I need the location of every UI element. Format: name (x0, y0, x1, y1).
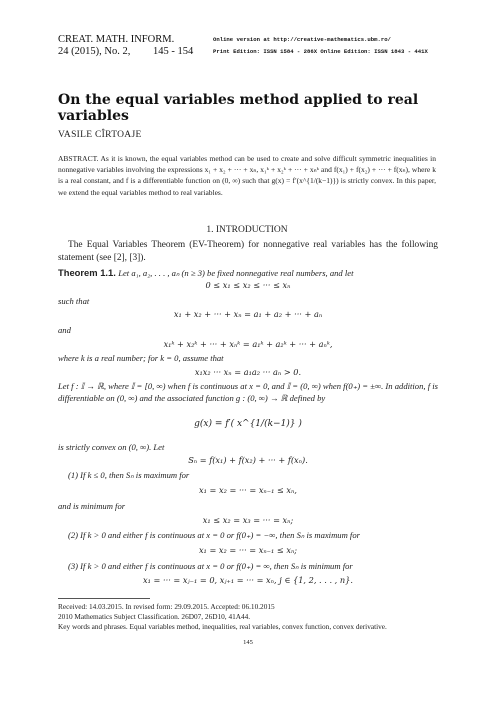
equation-g: g(x) = f′( x^{1/(k−1)} ) (194, 419, 302, 429)
case-3: (3) If k > 0 and either f is continuous at x = 0 or f(0₊) = ∞, then Sₙ is minimum for (68, 561, 353, 571)
abstract (58, 153, 436, 198)
text-strictly-convex: is strictly convex on (0, ∞). Let (58, 442, 165, 452)
text-and: and (58, 325, 71, 335)
case-1-min: and is minimum for (58, 501, 126, 511)
page-number: 145 (243, 639, 253, 646)
paper-title: On the equal variables method applied to real variables (58, 92, 419, 124)
issn-note: Print Edition: ISSN 1584 - 286X Online Edition: ISSN 1843 - 441X (213, 48, 428, 55)
text-where-k: where k is a real number; for k = 0, assume that (58, 353, 224, 363)
journal-name: CREAT. MATH. INFORM. (58, 34, 175, 45)
journal-pages: 145 - 154 (153, 46, 194, 57)
author-name: VASILE CÎRTOAJE (58, 130, 142, 140)
equation-case-1-max: x₁ = x₂ = ··· = xₙ₋₁ ≤ xₙ, (199, 485, 297, 495)
journal-volume: 24 (2015), No. 2, (58, 46, 131, 57)
online-version-note: Online version at http://creative-mathematics.ubm.ro/ (213, 36, 391, 43)
section-heading: 1. INTRODUCTION (206, 225, 288, 235)
equation-ordering: 0 ≤ x₁ ≤ x₂ ≤ ··· ≤ xₙ (205, 280, 291, 290)
equation-sum: x₁ + x₂ + ··· + xₙ = a₁ + a₂ + ··· + aₙ (173, 309, 323, 319)
equation-sn: Sₙ = f(x₁) + f(x₂) + ··· + f(xₙ). (188, 455, 308, 465)
abstract-label: ABSTRACT. (58, 154, 99, 163)
equation-power-sum: x₁ᵏ + x₂ᵏ + ··· + xₙᵏ = a₁ᵏ + a₂ᵏ + ··· + aₙᵏ, (163, 339, 333, 349)
equation-case-3: x₁ = ··· = xⱼ₋₁ = 0, xⱼ₊₁ = ··· = xₙ, j ∈ {1, 2, . . . , n}. (143, 575, 353, 585)
case-1: (1) If k ≤ 0, then Sₙ is maximum for (68, 470, 190, 480)
footnote-rule (58, 598, 150, 599)
abstract-text: As it is known, the equal variables method can be used to create and solve difficult symmetric inequalities in nonnegative variables involving the expressions x₁ + x₂ + ··· + xₙ, x₁ᵏ + x₂ᵏ + ··· + xₙᵏ and f(x₁) + f(x₂) + ··· + f(xₙ), where k is a real constant, and f is a differentiable function on (0, ∞) such that g(x) = f′(x^{1/(k−1)}) is strictly convex. In this paper, we extend the equal variables method to real variables. (58, 154, 436, 197)
function-definition: Let f : 𝕀 → ℝ, where 𝕀 = [0, ∞) when f is continuous at x = 0, and 𝕀 = (0, ∞) when f(0₊) = ±∞. In addition, f is differentiable on (0, ∞) and the associated function g : (0, ∞) → ℝ defined by (58, 381, 438, 404)
intro-paragraph: The Equal Variables Theorem (EV-Theorem) for nonnegative real variables has the following statement (see [2], [3]). (58, 240, 438, 263)
theorem-lead: Let a₁, a₂, . . . , aₙ (n ≥ 3) be fixed nonnegative real numbers, and let (118, 268, 354, 278)
case-2: (2) If k > 0 and either f is continuous at x = 0 or f(0₊) = −∞, then Sₙ is maximum for (68, 530, 360, 540)
received-dates: Received: 14.03.2015. In revised form: 29.09.2015. Accepted: 06.10.2015 (58, 602, 275, 611)
theorem-label: Theorem 1.1. (58, 267, 116, 278)
equation-case-2: x₁ = x₂ = ··· = xₙ₋₁ ≤ xₙ; (198, 545, 298, 555)
equation-product: x₁x₂ ··· xₙ = a₁a₂ ··· aₙ > 0. (194, 367, 302, 377)
keywords: Key words and phrases. Equal variables method, inequalities, real variables, convex function, convex derivative. (58, 622, 387, 631)
msc-classification: 2010 Mathematics Subject Classification. 26D07, 26D10, 41A44. (58, 612, 251, 621)
theorem-statement (58, 266, 438, 281)
text-such-that: such that (58, 296, 90, 306)
equation-case-1-min: x₁ ≤ x₂ = x₃ = ··· = xₙ; (202, 515, 294, 525)
